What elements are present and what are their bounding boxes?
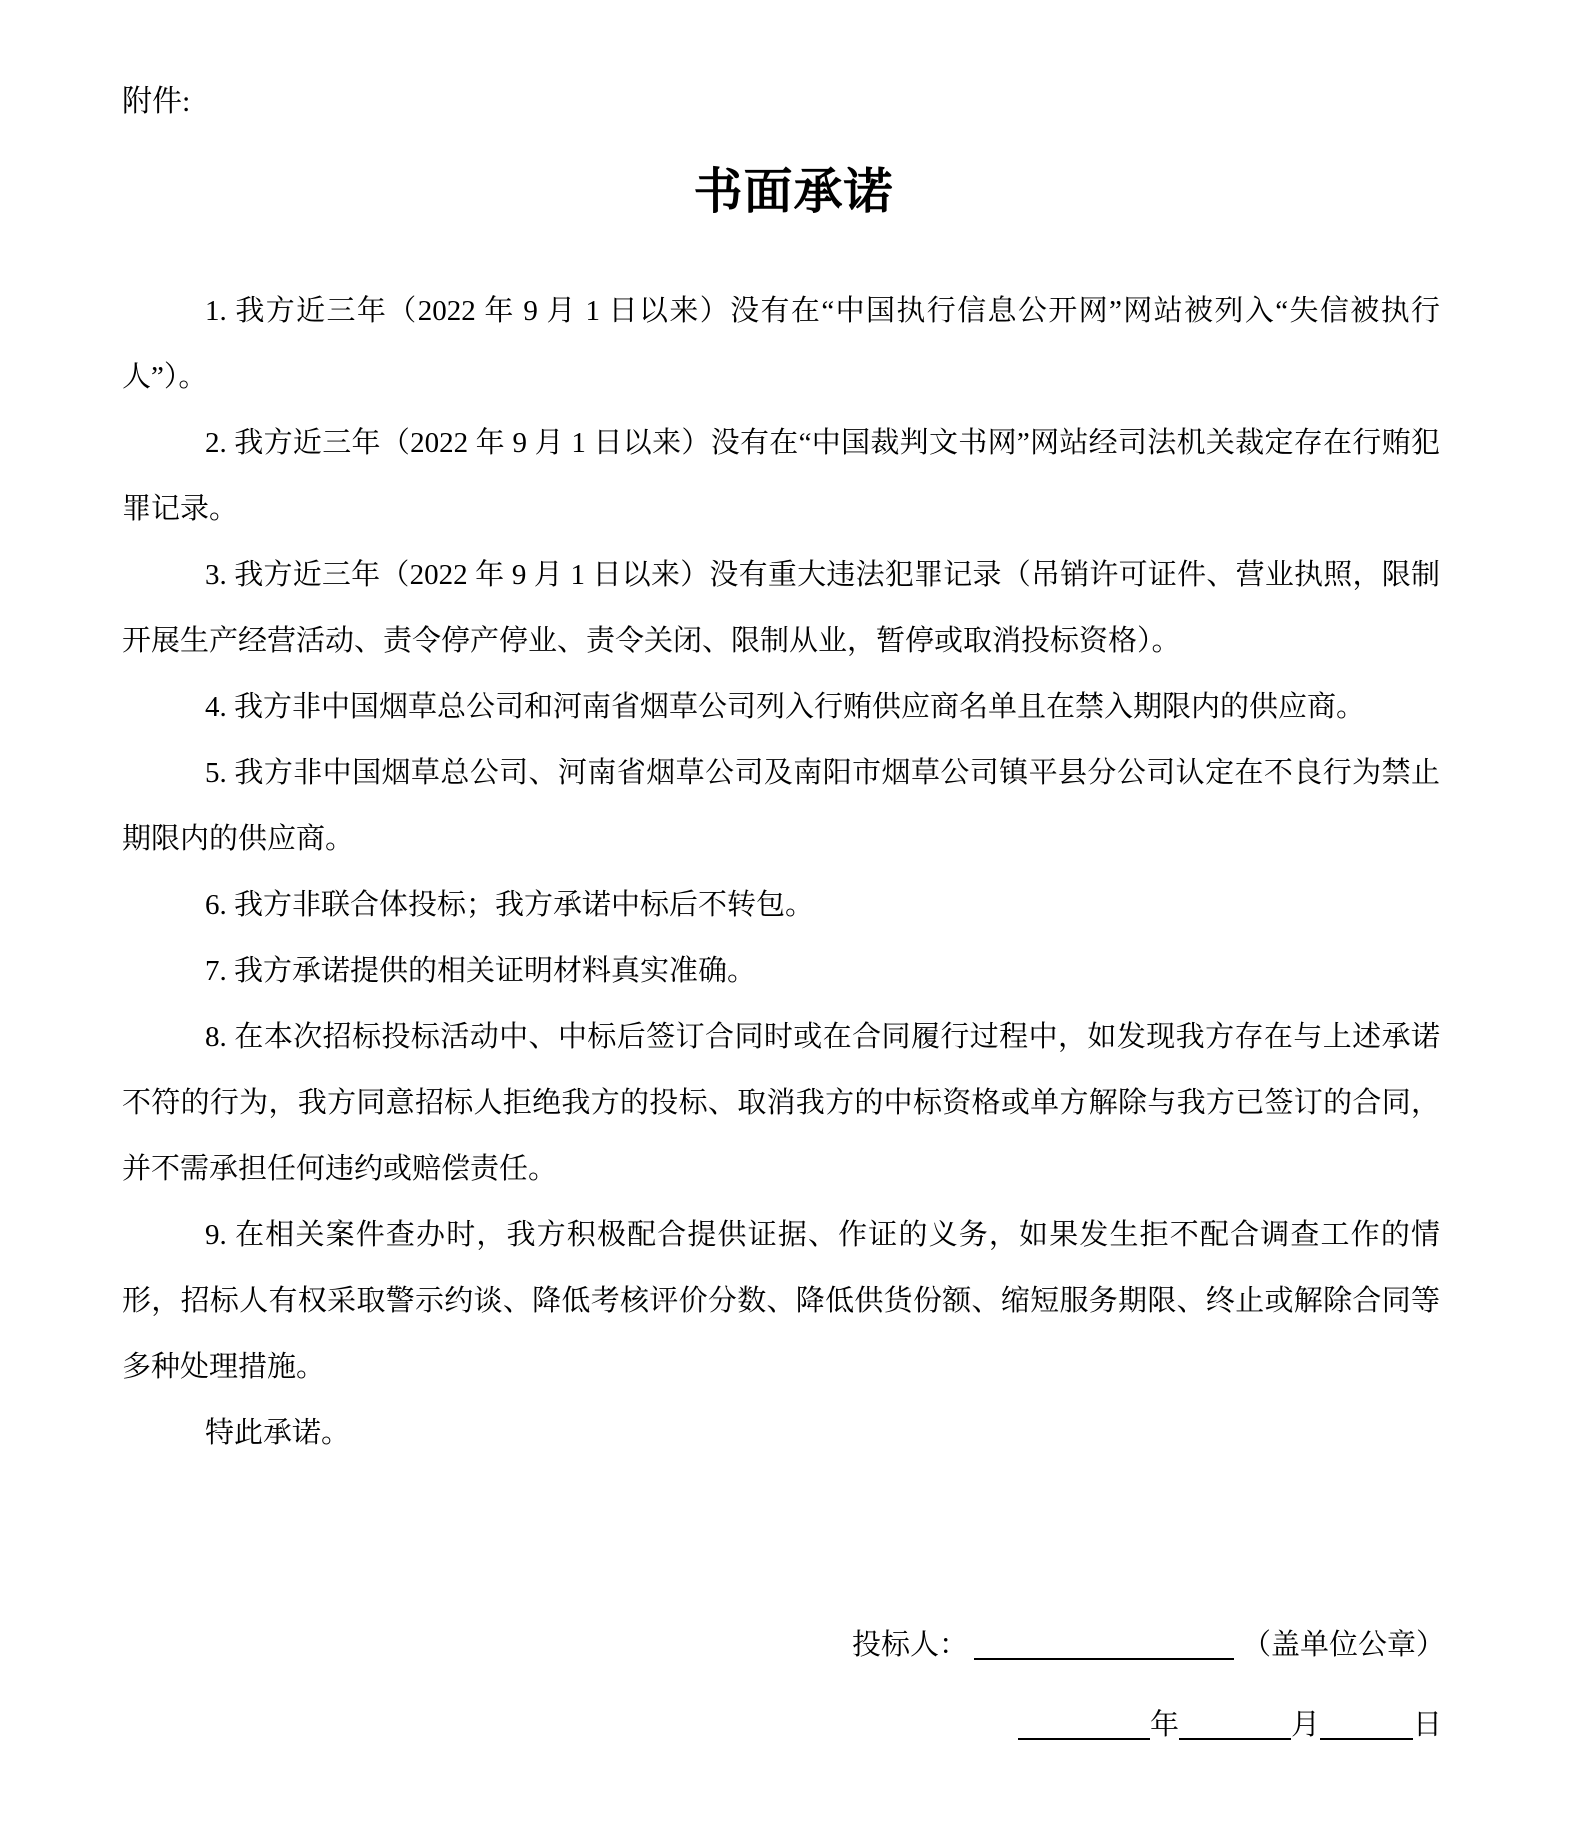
attachment-label: 附件: <box>122 85 191 118</box>
month-label: 月 <box>1291 1709 1321 1741</box>
day-blank <box>1320 1708 1413 1740</box>
page-title: 书面承诺 <box>693 163 894 219</box>
paragraph-6: 6. 我方非联合体投标；我方承诺中标后不转包。 <box>205 889 815 921</box>
paragraph-2: 2. 我方近三年（2022 年 9 月 1 日以来）没有在“中国裁判文书网”网站经司法机关裁定存在行贿犯罪记录。 <box>122 427 1440 525</box>
signature-row <box>852 1612 1445 1678</box>
paragraph-9: 9. 在相关案件查办时，我方积极配合提供证据、作证的义务，如果发生拒不配合调查工作的情形，招标人有权采取警示约谈、降低考核评价分数、降低供货份额、缩短服务期限、终止或解除合同等多种处理措施。 <box>122 1219 1440 1383</box>
seal-note: （盖单位公章） <box>1242 1629 1446 1661</box>
date-row <box>1018 1692 1442 1758</box>
bidder-name-blank <box>974 1628 1234 1660</box>
closing-statement: 特此承诺。 <box>205 1417 351 1449</box>
day-label: 日 <box>1413 1709 1443 1741</box>
month-blank <box>1179 1708 1291 1740</box>
year-label: 年 <box>1150 1709 1180 1741</box>
paragraph-1: 1. 我方近三年（2022 年 9 月 1 日以来）没有在“中国执行信息公开网”网站被列入“失信被执行人”）。 <box>122 295 1440 393</box>
paragraph-3: 3. 我方近三年（2022 年 9 月 1 日以来）没有重大违法犯罪记录（吊销许可证件、营业执照，限制开展生产经营活动、责令停产停业、责令关闭、限制从业，暂停或取消投标资格）。 <box>122 559 1440 657</box>
document-body <box>122 278 1440 1466</box>
year-blank <box>1018 1708 1150 1740</box>
bidder-label: 投标人： <box>852 1629 969 1661</box>
paragraph-7: 7. 我方承诺提供的相关证明材料真实准确。 <box>205 955 757 987</box>
paragraph-4: 4. 我方非中国烟草总公司和河南省烟草公司列入行贿供应商名单且在禁入期限内的供应商。 <box>205 691 1366 723</box>
paragraph-5: 5. 我方非中国烟草总公司、河南省烟草公司及南阳市烟草公司镇平县分公司认定在不良行为禁止期限内的供应商。 <box>122 757 1440 855</box>
paragraph-8: 8. 在本次招标投标活动中、中标后签订合同时或在合同履行过程中，如发现我方存在与上述承诺不符的行为，我方同意招标人拒绝我方的投标、取消我方的中标资格或单方解除与我方已签订的合同，并不需承担任何违约或赔偿责任。 <box>122 1021 1440 1185</box>
